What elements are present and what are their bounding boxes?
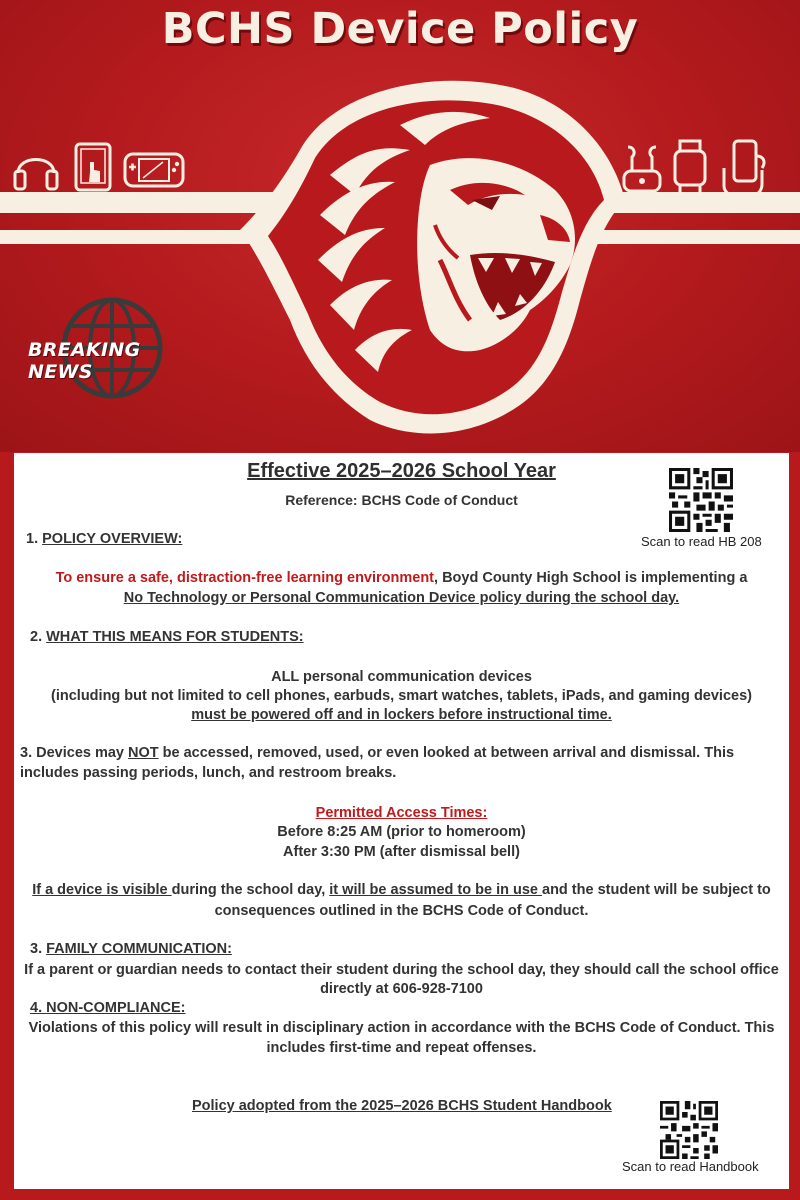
students-line-1: ALL personal communication devices	[271, 669, 532, 685]
handbook-qr-caption: Scan to read Handbook	[622, 1159, 759, 1174]
students-line-3: must be powered off and in lockers before instructional time.	[191, 707, 612, 723]
overview-line-2: No Technology or Personal Communication Device policy during the school day.	[123, 590, 680, 606]
devices-line-1: 3. Devices may NOT be accessed, removed, used, or even looked at between arrival and dismissal. This	[20, 745, 735, 761]
section-1-heading: 1. POLICY OVERVIEW:	[26, 531, 183, 547]
smartwatch-icon	[672, 139, 708, 197]
section-2-heading: 2. WHAT THIS MEANS FOR STUDENTS:	[30, 629, 304, 645]
phone-in-hand-icon	[718, 138, 770, 200]
tablet-icon	[74, 142, 112, 194]
visible-device-line-1: If a device is visible during the school day, it will be assumed to be in use and the student will be subject to	[32, 882, 771, 898]
effective-heading: Effective 2025–2026 School Year	[247, 460, 556, 482]
reference-line: Reference: BCHS Code of Conduct	[285, 492, 518, 508]
permitted-time-afternoon: After 3:30 PM (after dismissal bell)	[283, 844, 520, 860]
policy-panel	[14, 453, 789, 1189]
breaking-news-label: BREAKING NEWS	[28, 339, 141, 383]
hb208-qr-caption: Scan to read HB 208	[641, 534, 762, 549]
handbook-qr-code[interactable]	[660, 1101, 718, 1159]
adopted-from-handbook: Policy adopted from the 2025–2026 BCHS Student Handbook	[192, 1098, 612, 1114]
permitted-times-heading: Permitted Access Times:	[315, 805, 488, 821]
devices-line-2: includes passing periods, lunch, and restroom breaks.	[20, 765, 397, 781]
visible-device-line-2: consequences outlined in the BCHS Code of Conduct.	[214, 903, 589, 919]
poster-title: BCHS Device Policy	[161, 4, 639, 54]
students-line-2: (including but not limited to cell phones, earbuds, smart watches, tablets, iPads, and gaming devices)	[51, 688, 752, 704]
family-line-1: If a parent or guardian needs to contact their student during the school day, they should call the school office	[24, 962, 779, 978]
overview-line-1: To ensure a safe, distraction-free learning environment, Boyd County High School is implementing a	[55, 570, 748, 586]
earbuds-icon	[620, 141, 664, 195]
noncompliance-line-2: includes first-time and repeat offenses.	[266, 1040, 537, 1056]
hb208-qr-code[interactable]	[669, 468, 733, 532]
noncompliance-line-1: Violations of this policy will result in disciplinary action in accordance with the BCHS Code of Conduct. This	[28, 1020, 775, 1036]
section-4-heading: 4. NON-COMPLIANCE:	[30, 1000, 186, 1016]
game-console-icon	[123, 150, 185, 190]
header-banner	[0, 0, 800, 452]
headphones-icon	[12, 143, 60, 193]
permitted-time-morning: Before 8:25 AM (prior to homeroom)	[277, 824, 526, 840]
section-3-family-heading: 3. FAMILY COMMUNICATION:	[30, 941, 232, 957]
family-line-2: directly at 606-928-7100	[320, 981, 483, 997]
